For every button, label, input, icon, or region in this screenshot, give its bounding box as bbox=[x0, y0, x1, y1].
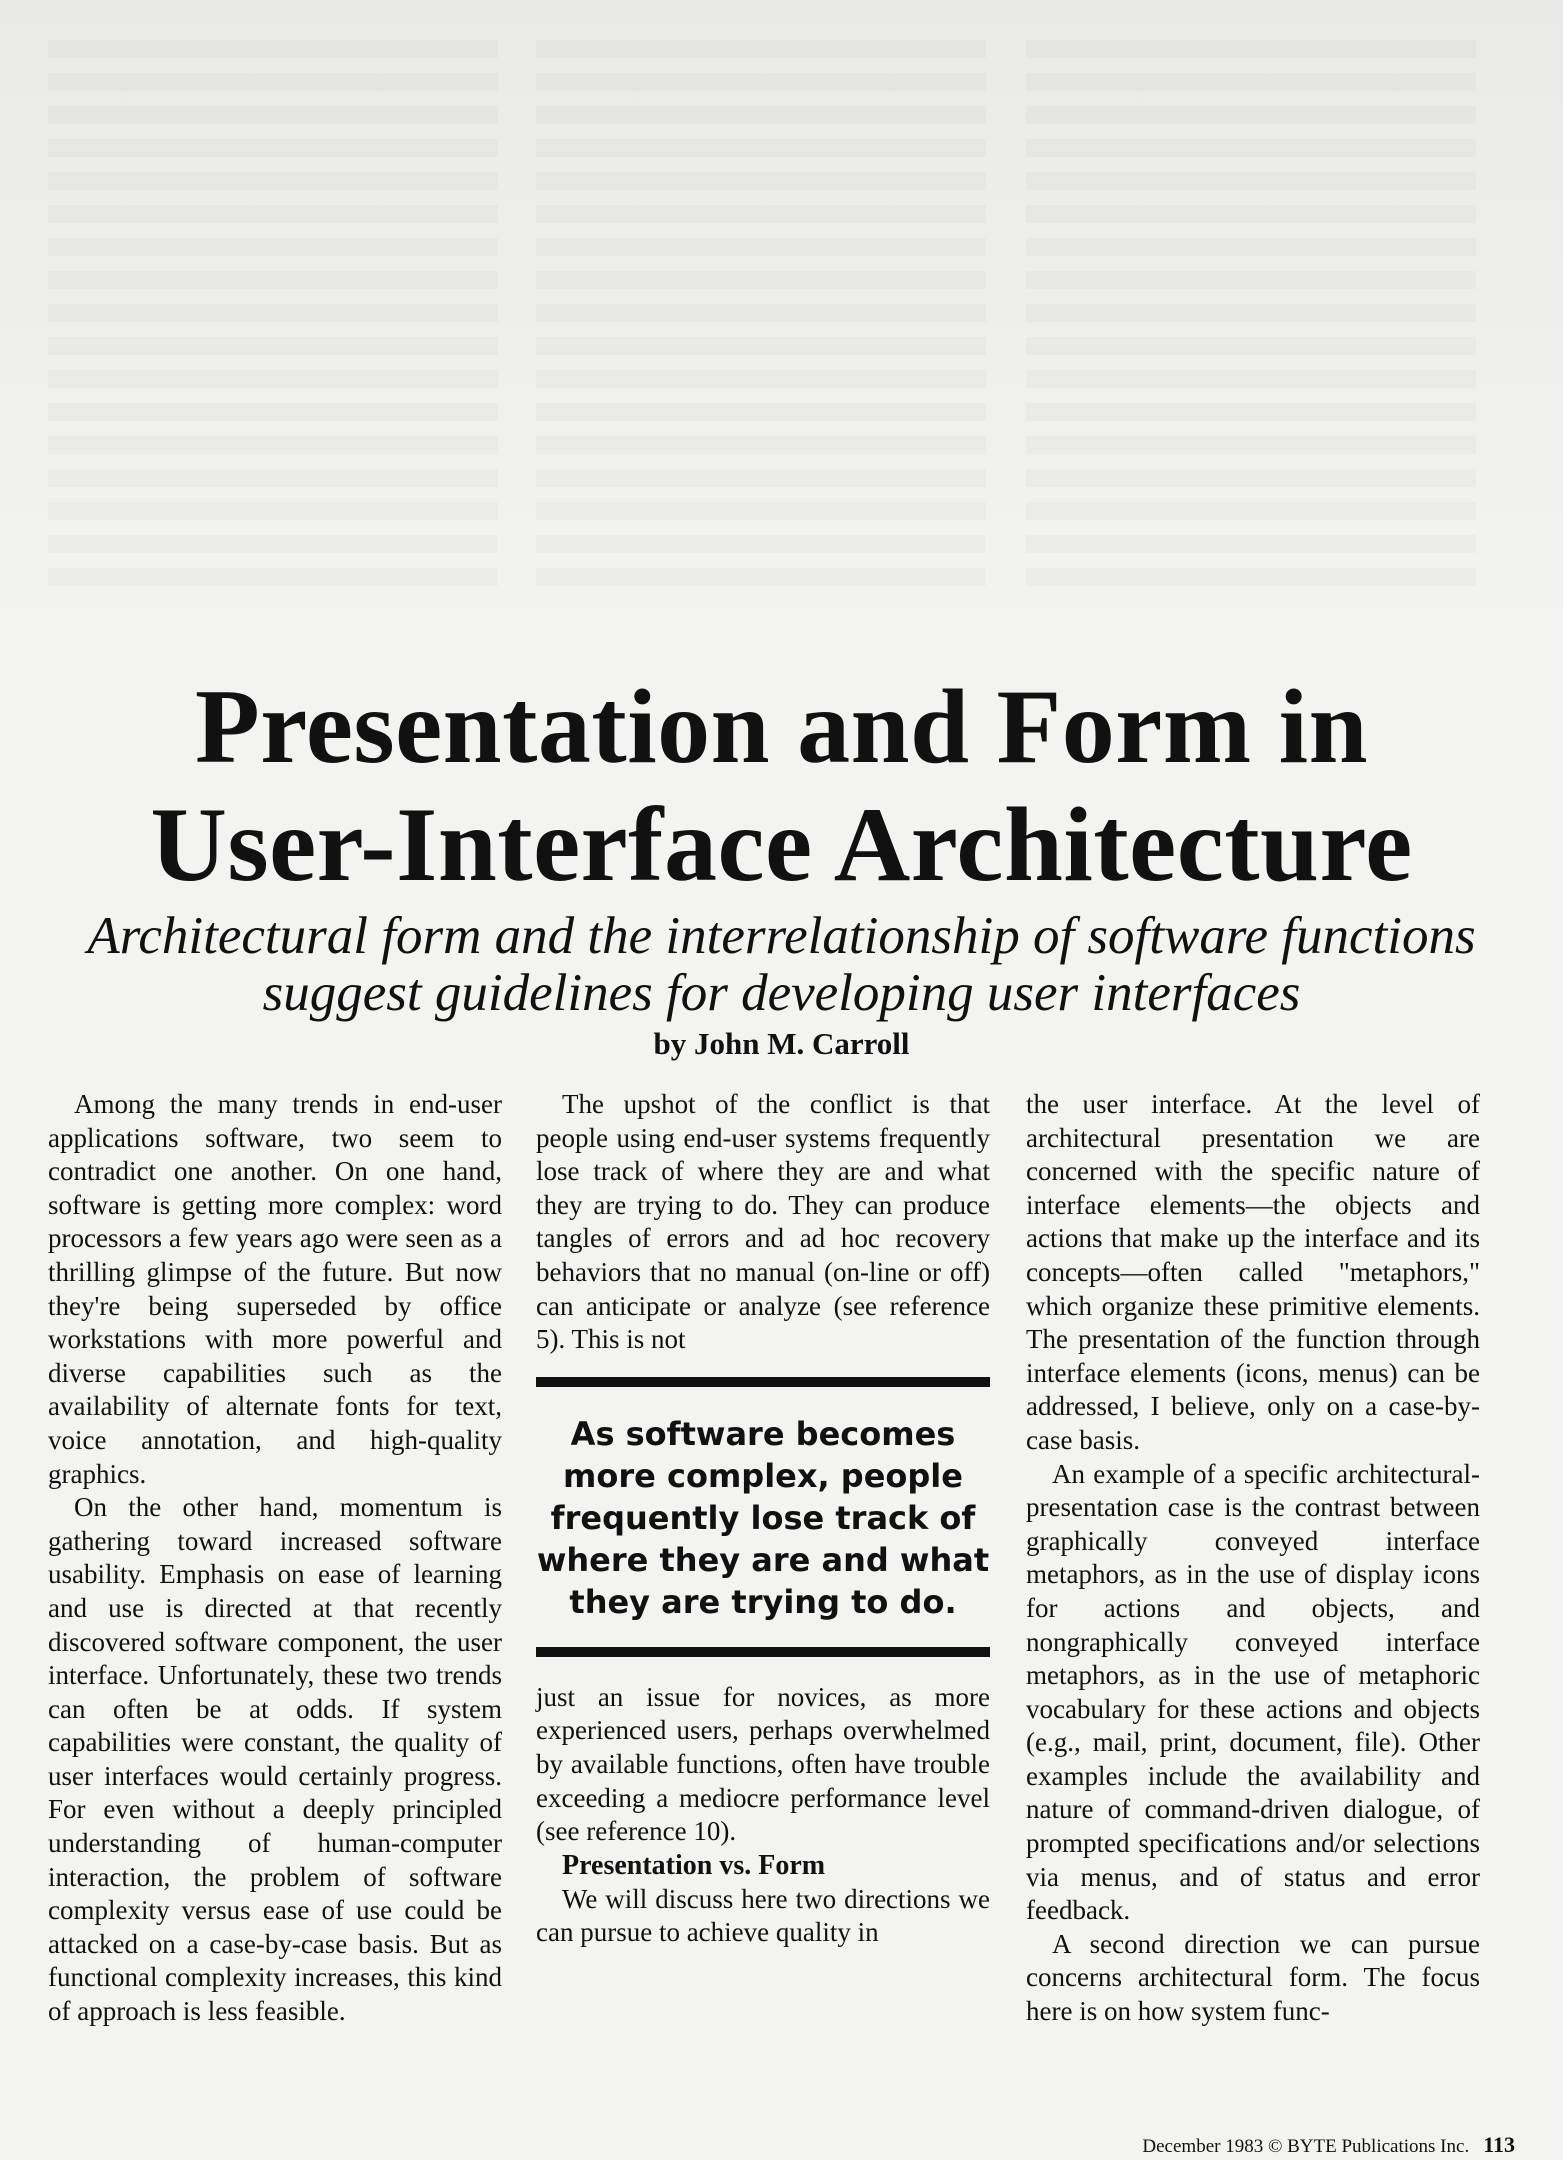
paragraph: We will discuss here two directions we can pursue to achieve quality in bbox=[536, 1883, 990, 1948]
article-title bbox=[0, 668, 1563, 904]
subtitle-line-2: suggest guidelines for developing user interfaces bbox=[262, 964, 1301, 1022]
paragraph: Among the many trends in end-user applications software, two seem to contradict one another. On one hand, software is getting more complex: word processors a few years ago were seen as a thrilling glimpse of the future. But now they're being superseded by office workstations with more powerful and diverse capabilities such as the availability of alternate fonts for text, voice annotation, and high-quality graphics. bbox=[48, 1089, 502, 1489]
faded-bleedthrough-area bbox=[0, 0, 1563, 640]
pull-quote: As software becomes more complex, people frequently lose track of where they are and what they are trying to do. bbox=[536, 1377, 990, 1657]
publication-credit: December 1983 © BYTE Publications Inc. bbox=[1142, 2136, 1470, 2157]
subtitle-line-1: Architectural form and the interrelationship of software functions bbox=[87, 907, 1476, 965]
paragraph: The upshot of the conflict is that people using end-user systems frequently lose track of where they are and what they are trying to do. They can produce tangles of errors and ad hoc recovery behaviors that no manual (on-line or off) can anticipate or analyze (see reference 5). This is not bbox=[536, 1089, 990, 1355]
bleedthrough-column bbox=[48, 40, 498, 600]
paragraph: the user interface. At the level of architectural presentation we are concerned with the specific nature of interface elements—the objects and actions that make up the interface and its concepts—often called "metaphors," which organize these primitive elements. The presentation of the function through interface elements (icons, menus) can be addressed, I believe, only on a case-by-case basis. bbox=[1026, 1089, 1480, 1455]
title-line-2: User-Interface Architecture bbox=[150, 786, 1413, 903]
bleedthrough-column bbox=[1026, 40, 1476, 600]
title-line-1: Presentation and Form in bbox=[194, 668, 1369, 785]
paragraph: On the other hand, momentum is gathering toward increased software usability. Emphasis on ease of learning and use is directed at that recently discovered software component, the user interface. Unfortunately, these two trends can often be at odds. If system capabilities were constant, the quality of user interfaces would certainly progress. For even without a deeply principled understanding of human-computer interaction, the problem of software complexity versus ease of use could be attacked on a case-by-case basis. But as functional complexity increases, this kind of approach is less feasible. bbox=[48, 1492, 502, 2027]
column-2 bbox=[536, 1088, 990, 1950]
paragraph: A second direction we can pursue concerns architectural form. The focus here is on how system func- bbox=[1026, 1928, 1480, 2027]
paragraph: An example of a specific architectural-presentation case is the contrast between graphically conveyed interface metaphors, as in the use of display icons for actions and objects, and nongraphically conveyed interface metaphors, as in the use of metaphoric vocabulary for these actions and objects (e.g., mail, print, document, file). Other examples include the availability and nature of command-driven dialogue, of prompted specifications and/or selections via menus, and of status and error feedback. bbox=[1026, 1458, 1480, 1926]
page-number: 113 bbox=[1483, 2132, 1515, 2157]
column-1 bbox=[48, 1088, 502, 2029]
paragraph: just an issue for novices, as more experienced users, perhaps overwhelmed by available functions, often have trouble exceeding a mediocre performance level (see reference 10). bbox=[536, 1681, 990, 1847]
article-subtitle bbox=[0, 908, 1563, 1022]
column-3 bbox=[1026, 1088, 1480, 2029]
page-footer bbox=[1142, 2134, 1515, 2158]
byline: by John M. Carroll bbox=[653, 1026, 910, 1061]
section-heading: Presentation vs. Form bbox=[562, 1849, 826, 1881]
bleedthrough-column bbox=[536, 40, 986, 600]
